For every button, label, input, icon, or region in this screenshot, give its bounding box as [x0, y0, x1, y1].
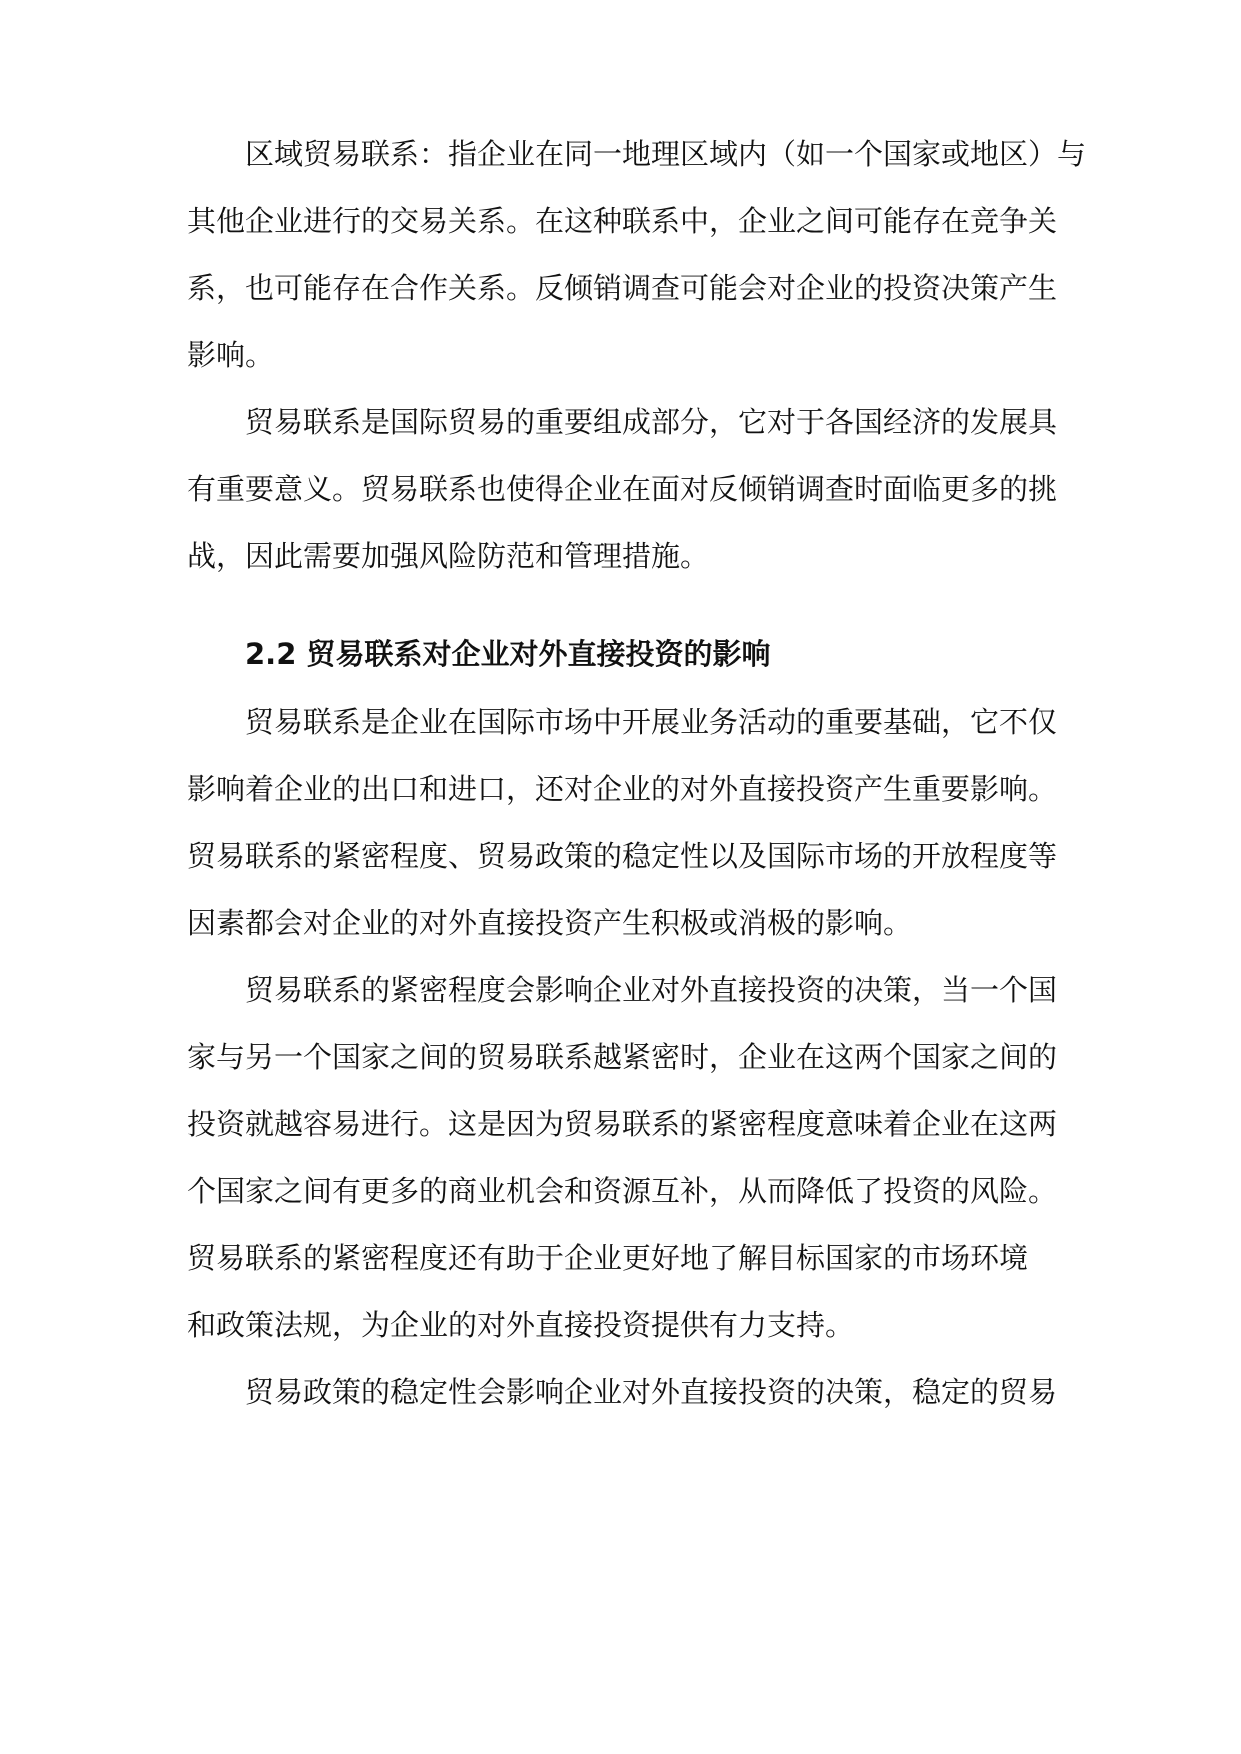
paragraph-line: 贸易联系是企业在国际市场中开展业务活动的重要基础，它不仅: [245, 705, 1058, 739]
paragraph-line: 贸易联系的紧密程度还有助于企业更好地了解目标国家的市场环境: [187, 1241, 1029, 1275]
paragraph-line: 投资就越容易进行。这是因为贸易联系的紧密程度意味着企业在这两: [187, 1107, 1058, 1141]
section-heading: 2.2 贸易联系对企业对外直接投资的影响: [245, 637, 771, 671]
paragraph-line: 贸易政策的稳定性会影响企业对外直接投资的决策，稳定的贸易: [245, 1375, 1058, 1409]
paragraph-line: 战，因此需要加强风险防范和管理措施。: [187, 539, 710, 573]
paragraph-line: 个国家之间有更多的商业机会和资源互补，从而降低了投资的风险。: [187, 1174, 1058, 1208]
paragraph-line: 有重要意义。贸易联系也使得企业在面对反倾销调查时面临更多的挑: [187, 472, 1058, 506]
paragraph-line: 和政策法规，为企业的对外直接投资提供有力支持。: [187, 1308, 855, 1342]
paragraph-line: 系，也可能存在合作关系。反倾销调查可能会对企业的投资决策产生: [187, 271, 1058, 305]
paragraph-line: 影响。: [187, 338, 275, 372]
paragraph-line: 区域贸易联系：指企业在同一地理区域内（如一个国家或地区）与: [245, 137, 1087, 171]
paragraph-line: 贸易联系是国际贸易的重要组成部分，它对于各国经济的发展具: [245, 405, 1058, 439]
paragraph-line: 贸易联系的紧密程度、贸易政策的稳定性以及国际市场的开放程度等: [187, 839, 1058, 873]
paragraph-line: 贸易联系的紧密程度会影响企业对外直接投资的决策，当一个国: [245, 973, 1058, 1007]
paragraph-line: 其他企业进行的交易关系。在这种联系中，企业之间可能存在竞争关: [187, 204, 1058, 238]
paragraph-line: 因素都会对企业的对外直接投资产生积极或消极的影响。: [187, 906, 913, 940]
paragraph-line: 家与另一个国家之间的贸易联系越紧密时，企业在这两个国家之间的: [187, 1040, 1058, 1074]
paragraph-line: 影响着企业的出口和进口，还对企业的对外直接投资产生重要影响。: [187, 772, 1058, 806]
